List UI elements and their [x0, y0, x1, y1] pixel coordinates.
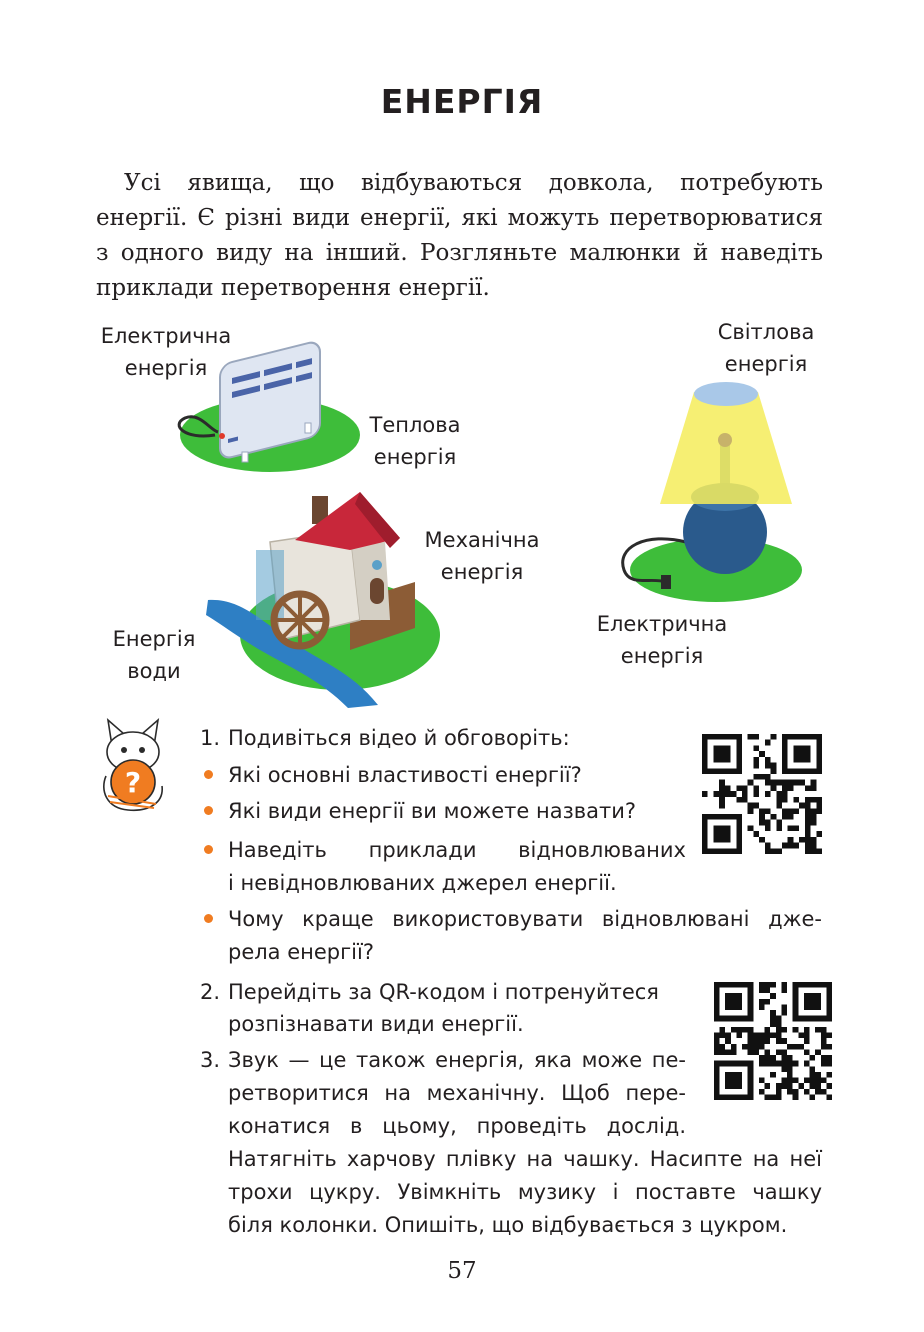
lamp-electric-label: Електрична енергія: [596, 612, 728, 668]
bullet-item: Які основні властивості енергії?: [228, 763, 582, 787]
bullet-item: Які види енергії ви можете назвати?: [228, 799, 637, 823]
mill-mechanical-label: Механічна енергія: [424, 528, 540, 584]
task-3-number: 3.: [200, 1048, 221, 1072]
task-1-number: 1.: [200, 726, 221, 750]
qr-code-quiz-icon[interactable]: [714, 982, 832, 1100]
lamp-illustration: [606, 382, 802, 610]
task-2-number: 2.: [200, 980, 221, 1004]
bullet-icon: [204, 806, 213, 815]
task-1-text: Подивіться відео й обговоріть:: [228, 726, 570, 750]
heater-electric-label: Електрична енергія: [100, 324, 232, 380]
task-3-text: Звук — це також енергія, яка може пе-: [228, 1048, 686, 1072]
task-3-text-continued: ретворитися на механічну. Щоб пере-: [228, 1081, 686, 1105]
task-3-text-continued: трохи цукру. Увімкніть музику і поставте чашку: [228, 1180, 822, 1204]
bullet-icon: [204, 770, 213, 779]
bullet-item-continued: рела енергії?: [228, 940, 374, 964]
qr-code-video-icon[interactable]: [702, 734, 822, 854]
task-3-text-continued: біля колонки. Опишіть, що відбувається з цукром.: [228, 1213, 788, 1237]
page-title: ЕНЕРГІЯ: [380, 82, 544, 121]
task-2-text-continued: розпізнавати види енергії.: [228, 1012, 524, 1036]
lamp-light-label: Світлова енергія: [717, 320, 815, 376]
heater-illustration: [160, 330, 360, 480]
bullet-item-continued: і невідновлюваних джерел енергії.: [228, 871, 617, 895]
task-2-text: Перейдіть за QR-кодом і потренуйтеся: [228, 980, 659, 1004]
task-3-text-continued: конатися в цьому, проведіть дослід.: [228, 1114, 686, 1138]
bullet-item: Чому краще використовувати відновлювані дже-: [228, 907, 822, 931]
page-number: 57: [447, 1258, 477, 1284]
cat-mascot-icon: [98, 716, 168, 814]
svg-text:?: ?: [124, 766, 142, 799]
task-3-text-continued: Натягніть харчову плівку на чашку. Насипте на неї: [228, 1147, 822, 1171]
bullet-icon: [204, 914, 213, 923]
bullet-item: Наведіть приклади відновлюваних: [228, 838, 686, 862]
mill-water-label: Енергія води: [112, 627, 196, 683]
intro-paragraph: Усі явища, що відбуваються довкола, потребують енергії. Є різні види енергії, які можуть перетворюватися з одного виду на інший. Розгляньте малюнки й наведіть приклади перетворення енергії.: [96, 170, 823, 301]
mill-illustration: [200, 490, 450, 715]
heater-thermal-label: Теплова енергія: [369, 413, 461, 469]
bullet-icon: [204, 845, 213, 854]
